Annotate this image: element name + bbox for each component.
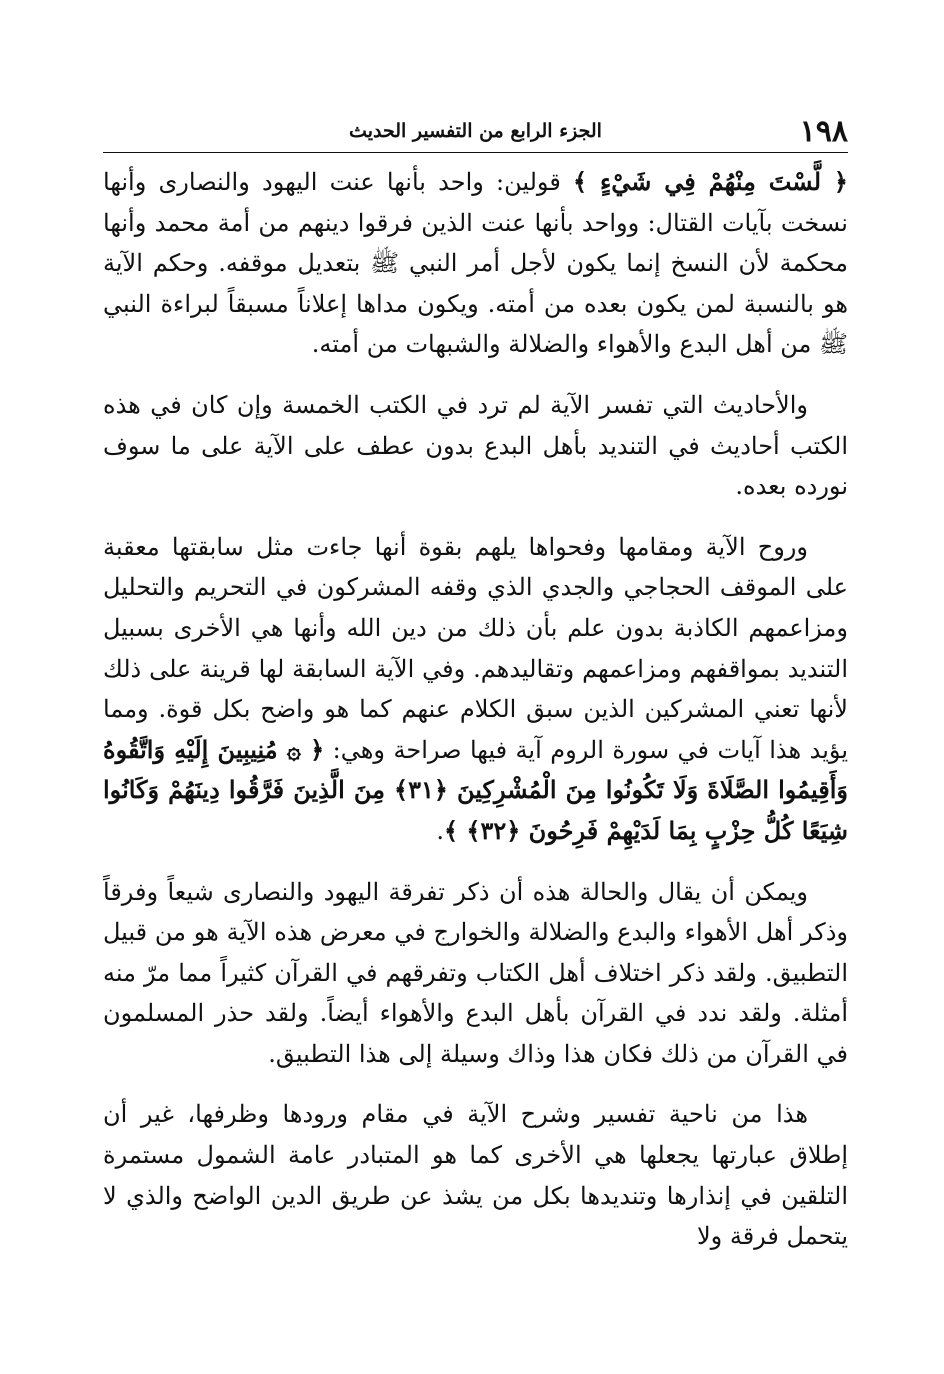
paragraph-text: وروح الآية ومقامها وفحواها يلهم بقوة أنها جاءت مثل سابقتها معقبة على الموقف الحجاجي والجدي الذي وقفه المشركون في التحريم والتحليل ومزاعمهم الكاذبة بدون علم بأن ذلك من دين الله وأنها هي الأخرى بسبيل التنديد بمواقفهم ومزاعمهم وتقاليدهم. وفي الآية السابقة لها قرينة على ذلك لأنها تعني المشركين الذين سبق الكلام عنهم كما هو واضح بكل قوة. ومما يؤيد هذا آيات في سورة الروم آية فيها صراحة وهي: xyxy=(103,532,849,764)
header-divider xyxy=(103,152,848,153)
running-title: الجزء الرابع من التفسير الحديث xyxy=(349,120,602,142)
paragraph-text: هذا من ناحية تفسير وشرح الآية في مقام ورودها وظرفها، غير أن إطلاق عبارتها يجعلها هي الأخرى كما هو المتبادر عامة الشمول مستمرة التلقين في إنذارها وتنديدها بكل من يشذ عن طريق الدين الواضح والذي لا يتحمل فرقة ولا xyxy=(103,1100,848,1251)
paragraph-5 xyxy=(103,1094,848,1256)
paragraph-text: قولين: واحد بأنها عنت اليهود والنصارى وأنها نسخت بآيات القتال: وواحد بأنها عنت الذين فرقوا دينهم من أمة محمد وأنها محكمة لأن النسخ إنما يكون لأجل أمر النبي ﷺ بتعديل موقفه. وحكم الآية هو بالنسبة لمن يكون بعده من أمته. ويكون مداها إعلاناً مسبقاً لبراءة النبي ﷺ من أهل البدع والأهواء والضلالة والشبهات من أمته. xyxy=(103,168,848,359)
paragraph-text: . xyxy=(436,816,444,845)
quran-quote: ﴿ لَّسْتَ مِنْهُمْ فِي شَيْءٍ ﴾ xyxy=(572,167,848,196)
paragraph-3 xyxy=(103,527,848,852)
body-text xyxy=(103,162,848,1277)
paragraph-text: ويمكن أن يقال والحالة هذه أن ذكر تفرقة اليهود والنصارى شيعاً وفرقاً وذكر أهل الأهواء والبدع والضلالة والخوارج في معرض هذه الآية هو من قبيل التطبيق. ولقد ذكر اختلاف أهل الكتاب وتفرقهم في القرآن كثيراً مما مرّ منه أمثلة. ولقد ندد في القرآن بأهل البدع والأهواء أيضاً. ولقد حذر المسلمون في القرآن من ذلك فكان هذا وذاك وسيلة إلى هذا التطبيق. xyxy=(103,877,848,1068)
paragraph-4 xyxy=(103,872,848,1075)
page-number: ١٩٨ xyxy=(799,114,848,149)
page-header xyxy=(103,112,848,152)
quran-quote: ﴿ ۞ مُنِيبِينَ إِلَيْهِ وَاتَّقُوهُ وَأَقِيمُوا الصَّلَاةَ وَلَا تَكُونُوا مِنَ الْمُشْرِكِينَ ﴿٣١﴾ مِنَ الَّذِينَ فَرَّقُوا دِينَهُمْ وَكَانُوا شِيَعًا كُلُّ حِزْبٍ بِمَا لَدَيْهِمْ فَرِحُونَ ﴿٣٢﴾ ﴾ xyxy=(103,734,848,845)
paragraph-2 xyxy=(103,385,848,507)
paragraph-text: والأحاديث التي تفسر الآية لم ترد في الكتب الخمسة وإن كان في هذه الكتب أحاديث في التنديد بأهل البدع بدون عطف على الآية على ما سوف نورده بعده. xyxy=(103,390,848,501)
paragraph-1 xyxy=(103,162,848,365)
